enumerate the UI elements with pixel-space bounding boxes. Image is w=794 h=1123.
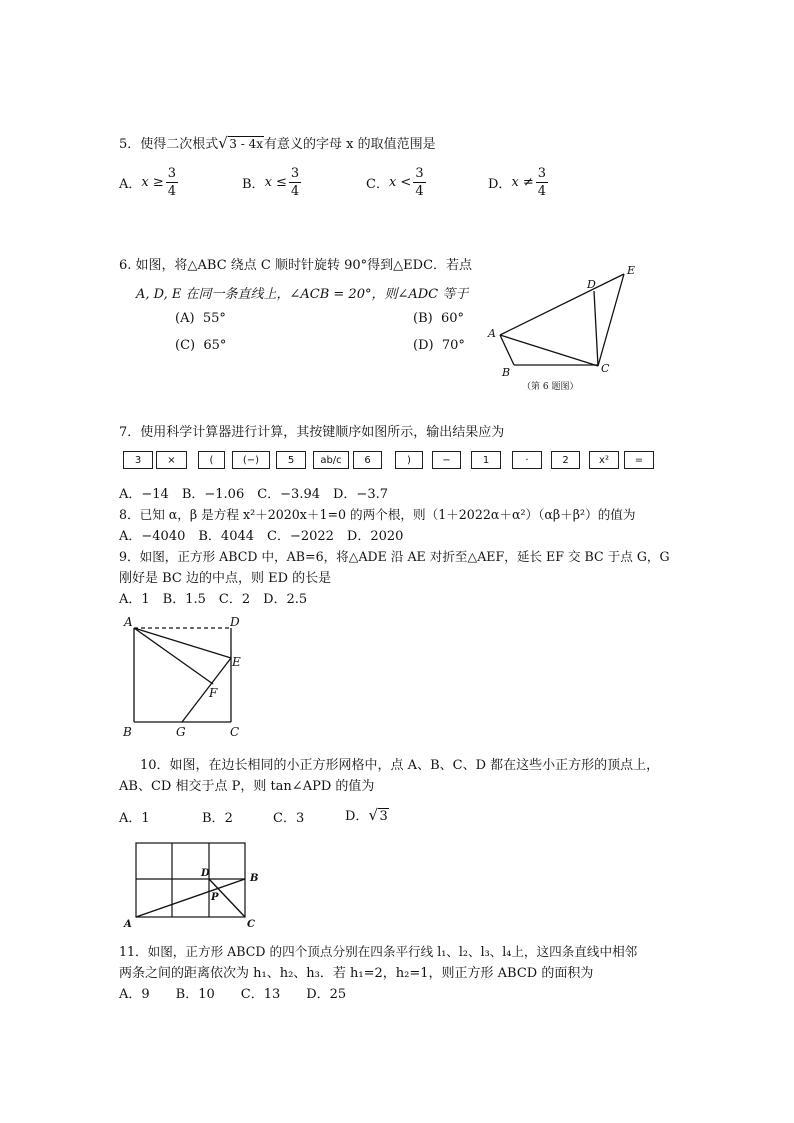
- q5-option-relation: x ≠: [511, 175, 534, 190]
- q10-label-p: P: [211, 892, 219, 903]
- q5-text-before: 5．使得二次根式: [119, 137, 219, 152]
- q5-option-d[interactable]: [488, 165, 548, 200]
- q5-stem: [119, 133, 436, 152]
- q6-label-c: C: [601, 362, 610, 375]
- q5-text-after: 有意义的字母 x 的取值范围是: [264, 137, 436, 152]
- q5-option-relation: x <: [388, 175, 412, 190]
- q5-option-a[interactable]: [119, 165, 178, 200]
- q6-label-e: E: [627, 264, 636, 277]
- q9-label-e: E: [232, 655, 241, 669]
- q8-options: A．−4040 B．4044 C．−2022 D．2020: [119, 529, 404, 544]
- calc-key: ·: [512, 451, 542, 469]
- q11-stem-line2: 两条之间的距离依次为 h₁、h₂、h₃．若 h₁=2，h₂=1，则正方形 ABCD 的面积为: [119, 966, 594, 981]
- q6-figure-caption: （第 6 题图）: [522, 382, 579, 392]
- q11-options: A．9 B．10 C．13 D．25: [119, 987, 347, 1002]
- q9-label-d: D: [230, 615, 240, 629]
- calc-key: ×: [156, 451, 187, 469]
- q9-segment-af: [134, 628, 213, 684]
- q6-figure: [480, 262, 650, 394]
- q9-label-g: G: [176, 725, 186, 739]
- calc-key: 3: [123, 451, 153, 469]
- q9-options: A．1 B．1.5 C．2 D．2.5: [119, 592, 308, 607]
- q10-label-a: A: [124, 919, 132, 930]
- q10-label-d: D: [201, 868, 210, 879]
- calc-key: ab/c: [313, 451, 349, 469]
- q6-option-a[interactable]: (A) 55°: [175, 311, 226, 326]
- q10-option-b[interactable]: B．2: [202, 811, 233, 826]
- q6-segment-dc: [594, 291, 598, 366]
- q5-option-b[interactable]: [242, 165, 301, 200]
- q5-option-label: B．: [242, 177, 265, 192]
- calc-key: 2: [551, 451, 580, 469]
- calc-key: 1: [471, 451, 501, 469]
- q6-option-d[interactable]: (D) 70°: [413, 338, 465, 353]
- q10-option-a[interactable]: A．1: [119, 811, 150, 826]
- q9-segment-ae: [134, 628, 231, 658]
- q5-option-label: C．: [366, 177, 389, 192]
- q7-stem: 7．使用科学计算器进行计算，其按键顺序如图所示，输出结果应为: [119, 425, 505, 440]
- calc-key: (: [198, 451, 225, 469]
- q6-stem-line1: 6. 如图，将△ABC 绕点 C 顺时针旋转 90°得到△EDC．若点: [119, 258, 473, 273]
- q10-grid-border: [136, 843, 245, 917]
- q6-segment-ae: [500, 274, 624, 335]
- q6-segment-ab: [500, 335, 514, 365]
- q5-radicand: 3 - 4x: [229, 137, 264, 151]
- calc-key: −: [432, 451, 461, 469]
- q9-stem-line1: 9．如图，正方形 ABCD 中，AB=6，将△ADE 沿 AE 对折至△AEF，延长 EF 交 BC 于点 G，G: [119, 549, 670, 564]
- q6-segment-ec: [598, 274, 624, 366]
- q6-option-b[interactable]: (B) 60°: [413, 311, 465, 326]
- q5-fraction: $\frac{3}{4}$: [537, 166, 547, 199]
- q10-sqrt: √ 3: [368, 806, 388, 824]
- calc-key: 5: [276, 451, 306, 469]
- calc-key: 6: [353, 451, 382, 469]
- q10-segment-ab: [136, 879, 245, 917]
- q6-label-a: A: [488, 327, 496, 340]
- q10-label-b: B: [250, 873, 259, 884]
- q5-fraction: $\frac{3}{4}$: [415, 166, 424, 199]
- q10-stem-line2: AB、CD 相交于点 P，则 tan∠APD 的值为: [119, 779, 375, 794]
- q9-stem-line2: 刚好是 BC 边的中点，则 ED 的长是: [119, 571, 332, 586]
- q10-label-c: C: [247, 919, 255, 930]
- q9-label-a: A: [124, 615, 133, 629]
- q7-options: A．−14 B．−1.06 C．−3.94 D．−3.7: [119, 487, 388, 502]
- q6-label-b: B: [502, 366, 511, 379]
- q5-option-c[interactable]: [366, 165, 426, 200]
- q9-label-f: F: [209, 686, 218, 700]
- q5-fraction: $\frac{3}{4}$: [167, 166, 177, 199]
- calc-key: x²: [589, 451, 619, 469]
- q9-label-b: B: [123, 725, 132, 739]
- q10-figure: [120, 838, 270, 930]
- q6-segment-ac: [500, 335, 598, 366]
- q10-option-c[interactable]: C．3: [273, 811, 305, 826]
- q5-fraction: $\frac{3}{4}$: [290, 166, 300, 199]
- calc-key: =: [624, 451, 654, 469]
- calc-key: (−): [232, 451, 270, 469]
- q6-label-d: D: [587, 278, 596, 291]
- q5-option-label: D．: [488, 177, 512, 192]
- q5-option-relation: x ≥: [141, 175, 164, 190]
- q5-radical: √ 3 - 4x: [218, 134, 264, 152]
- q5-option-relation: x ≤: [264, 175, 287, 190]
- q9-figure: [118, 612, 258, 742]
- calc-key: ): [395, 451, 423, 469]
- q9-label-c: C: [230, 725, 240, 739]
- q10-option-d[interactable]: D． √ 3: [345, 806, 388, 824]
- q11-stem-line1: 11．如图，正方形 ABCD 的四个顶点分别在四条平行线 l₁、l₂、l₃、l₄上，这四条直线中相邻: [119, 944, 638, 959]
- q8-stem: 8．已知 α，β 是方程 x²＋2020x＋1=0 的两个根，则（1＋2022α＋α²）（αβ＋β²）的值为: [119, 507, 636, 522]
- q6-stem-line2: A, D, E 在同一条直线上，∠ACB = 20°，则∠ADC 等于: [136, 287, 469, 302]
- q10-stem-line1: 10．如图，在边长相同的小正方形网格中，点 A、B、C、D 都在这些小正方形的顶点上，: [140, 758, 660, 773]
- q5-option-label: A．: [119, 177, 142, 192]
- q6-option-c[interactable]: (C) 65°: [175, 338, 227, 353]
